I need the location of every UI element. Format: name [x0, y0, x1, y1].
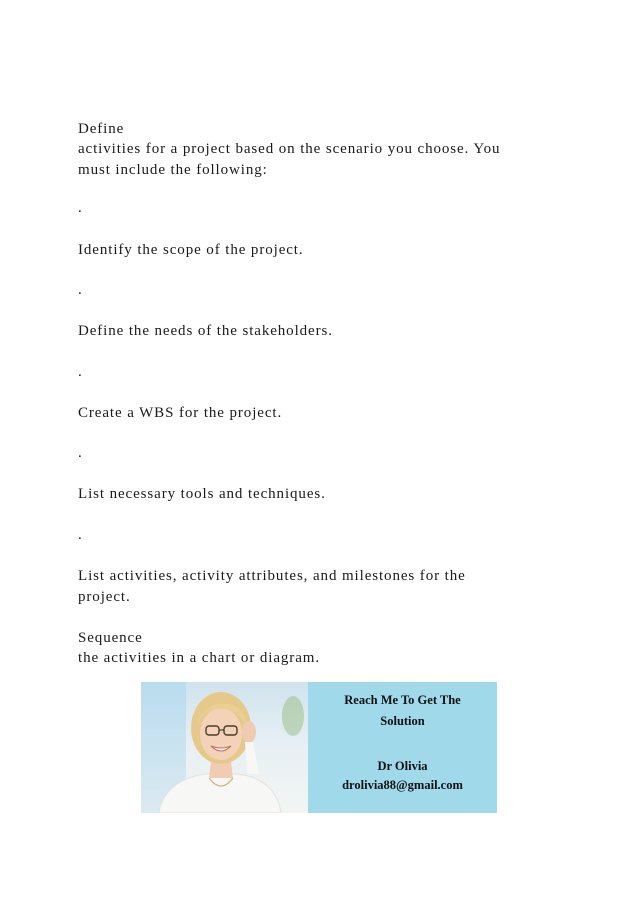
list-item: Identify the scope of the project.	[78, 242, 304, 258]
contact-email[interactable]: drolivia88@gmail.com	[342, 778, 463, 792]
bullet-dot: .	[78, 282, 83, 298]
text-line: the activities in a chart or diagram.	[78, 650, 320, 666]
woman-photo	[141, 682, 308, 813]
contact-name: Dr Olivia	[377, 759, 428, 773]
bullet-dot: .	[78, 445, 83, 461]
contact-panel	[308, 682, 497, 813]
text-line: activities for a project based on the scenario you choose. You	[78, 141, 501, 157]
woman-illustration	[141, 682, 308, 813]
bullet-dot: .	[78, 527, 83, 543]
bullet-dot: .	[78, 364, 83, 380]
cta-line-1: Reach Me To Get The	[344, 693, 461, 707]
list-item: Create a WBS for the project.	[78, 405, 283, 421]
text-line: Define	[78, 121, 125, 137]
bullet-dot: .	[78, 200, 83, 216]
list-item-continued: project.	[78, 589, 131, 605]
text-line: must include the following:	[78, 162, 268, 178]
cta-line-2: Solution	[380, 714, 425, 728]
list-item: List necessary tools and techniques.	[78, 486, 326, 502]
contact-banner	[141, 682, 497, 813]
list-item: Define the needs of the stakeholders.	[78, 323, 333, 339]
text-line: Sequence	[78, 630, 143, 646]
list-item: List activities, activity attributes, and milestones for the	[78, 568, 466, 584]
